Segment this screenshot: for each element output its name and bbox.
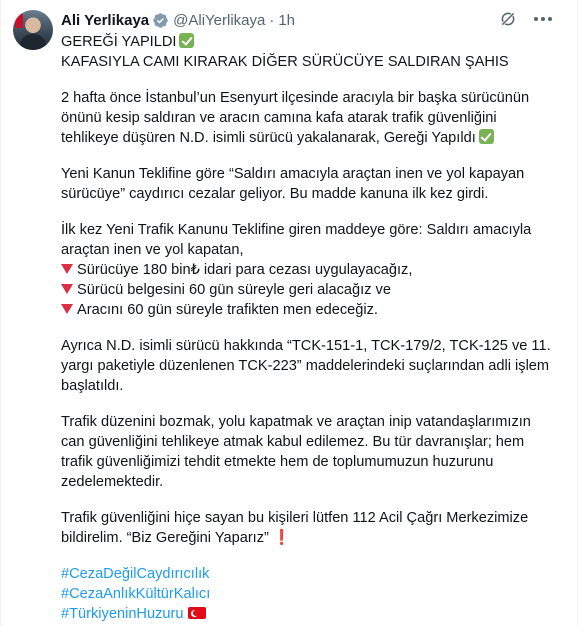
avatar[interactable]	[13, 10, 53, 50]
bullet-text: Sürücü belgesini 60 gün süreyle geri alacağız ve	[77, 282, 391, 298]
text-line: başlatıldı.	[61, 378, 124, 394]
text-line: İlk kez Yeni Trafik Kanunu Teklifine giren maddeye göre: Saldırı amacıyla	[61, 222, 532, 238]
author-name[interactable]: Ali Yerlikaya	[61, 11, 150, 29]
hashtag-line	[61, 564, 566, 584]
bullet-line	[61, 260, 566, 280]
tweet-text	[61, 32, 566, 624]
check-mark-icon	[179, 33, 194, 48]
text-line: araçtan inen ve yol kapatan,	[61, 242, 244, 258]
text-line: Ayrıca N.D. isimli sürücü hakkında “TCK-151-1, TCK-179/2, TCK-125 ve 11.	[61, 338, 551, 354]
red-triangle-down-icon	[61, 264, 73, 274]
more-dots-glyph	[533, 16, 553, 22]
tweet-header	[61, 10, 295, 30]
hashtag-link[interactable]: #CezaAnlıkKültürKalıcı	[61, 586, 211, 602]
text-line: zedelemektedir.	[61, 474, 164, 490]
hashtag-line	[61, 584, 566, 604]
avatar-suit	[20, 34, 46, 50]
tweet-time[interactable]: 1h	[278, 11, 296, 29]
bullet-text: Aracını 60 gün süreyle trafikten men edeceğiz.	[77, 302, 378, 318]
text-line: can güvenliğini tehlikeye atmak kabul edilemez. Bu tür davranışlar; hem	[61, 434, 525, 450]
turkey-flag-icon	[188, 607, 206, 619]
hashtag-line	[61, 604, 566, 624]
red-exclamation-icon: ❗	[272, 530, 292, 546]
red-triangle-down-icon	[61, 304, 73, 314]
author-handle[interactable]: @AliYerlikaya	[173, 11, 266, 29]
grok-icon-glyph	[499, 10, 517, 28]
red-triangle-down-icon	[61, 284, 73, 294]
avatar-flag	[15, 14, 23, 28]
more-dots-icon[interactable]	[532, 9, 554, 29]
text-line: KAFASIYLA CAMI KIRARAK DİĞER SÜRÜCÜYE SALDIRAN ŞAHIS	[61, 54, 509, 70]
hashtag-link[interactable]: #TürkiyeninHuzuru	[61, 606, 184, 622]
text-line	[61, 128, 566, 148]
grok-icon[interactable]	[498, 9, 518, 29]
text-span: bildirelim. “Biz Gereğini Yaparız”	[61, 530, 269, 546]
headline-text: GEREĞİ YAPILDI	[61, 34, 177, 50]
bullet-line	[61, 280, 566, 300]
bullet-line	[61, 300, 566, 320]
text-line: Trafik güvenliğini hiçe sayan bu kişileri lütfen 112 Acil Çağrı Merkezimize	[61, 510, 529, 526]
hashtag-link[interactable]: #CezaDeğilCaydırıcılık	[61, 566, 210, 582]
text-line: önünü kesip saldıran ve aracın camına kafa atarak trafik güvenliğini	[61, 110, 497, 126]
text-line: trafik güvenliğimizi tehdit etmekte hem de toplumumuzun huzurunu	[61, 454, 494, 470]
text-line	[61, 32, 566, 52]
text-line: Trafik düzenini bozmak, yolu kapatmak ve araçtan inip vatandaşlarımızın	[61, 414, 531, 430]
text-line: sürücüye” caydırıcı cezalar geliyor. Bu madde kanuna ilk kez girdi.	[61, 186, 489, 202]
check-mark-icon	[479, 129, 494, 144]
text-line: Yeni Kanun Teklifine göre “Saldırı amacıyla araçtan inen ve yol kapayan	[61, 166, 525, 182]
separator-dot: ·	[269, 11, 275, 29]
bullet-text: Sürücüye 180 bin₺ idari para cezası uygulayacağız,	[77, 262, 413, 278]
text-line: yargı paketiyle düzenlenen TCK-223” maddelerindeki suçlarından adli işlem	[61, 358, 550, 374]
verified-badge-icon	[152, 12, 169, 29]
text-span: tehlikeye düşüren N.D. isimli sürücü yakalanarak, Gereği Yapıldı	[61, 130, 476, 146]
text-line	[61, 528, 566, 548]
text-line: 2 hafta önce İstanbul’un Esenyurt ilçesinde aracıyla bir başka sürücünün	[61, 90, 530, 106]
